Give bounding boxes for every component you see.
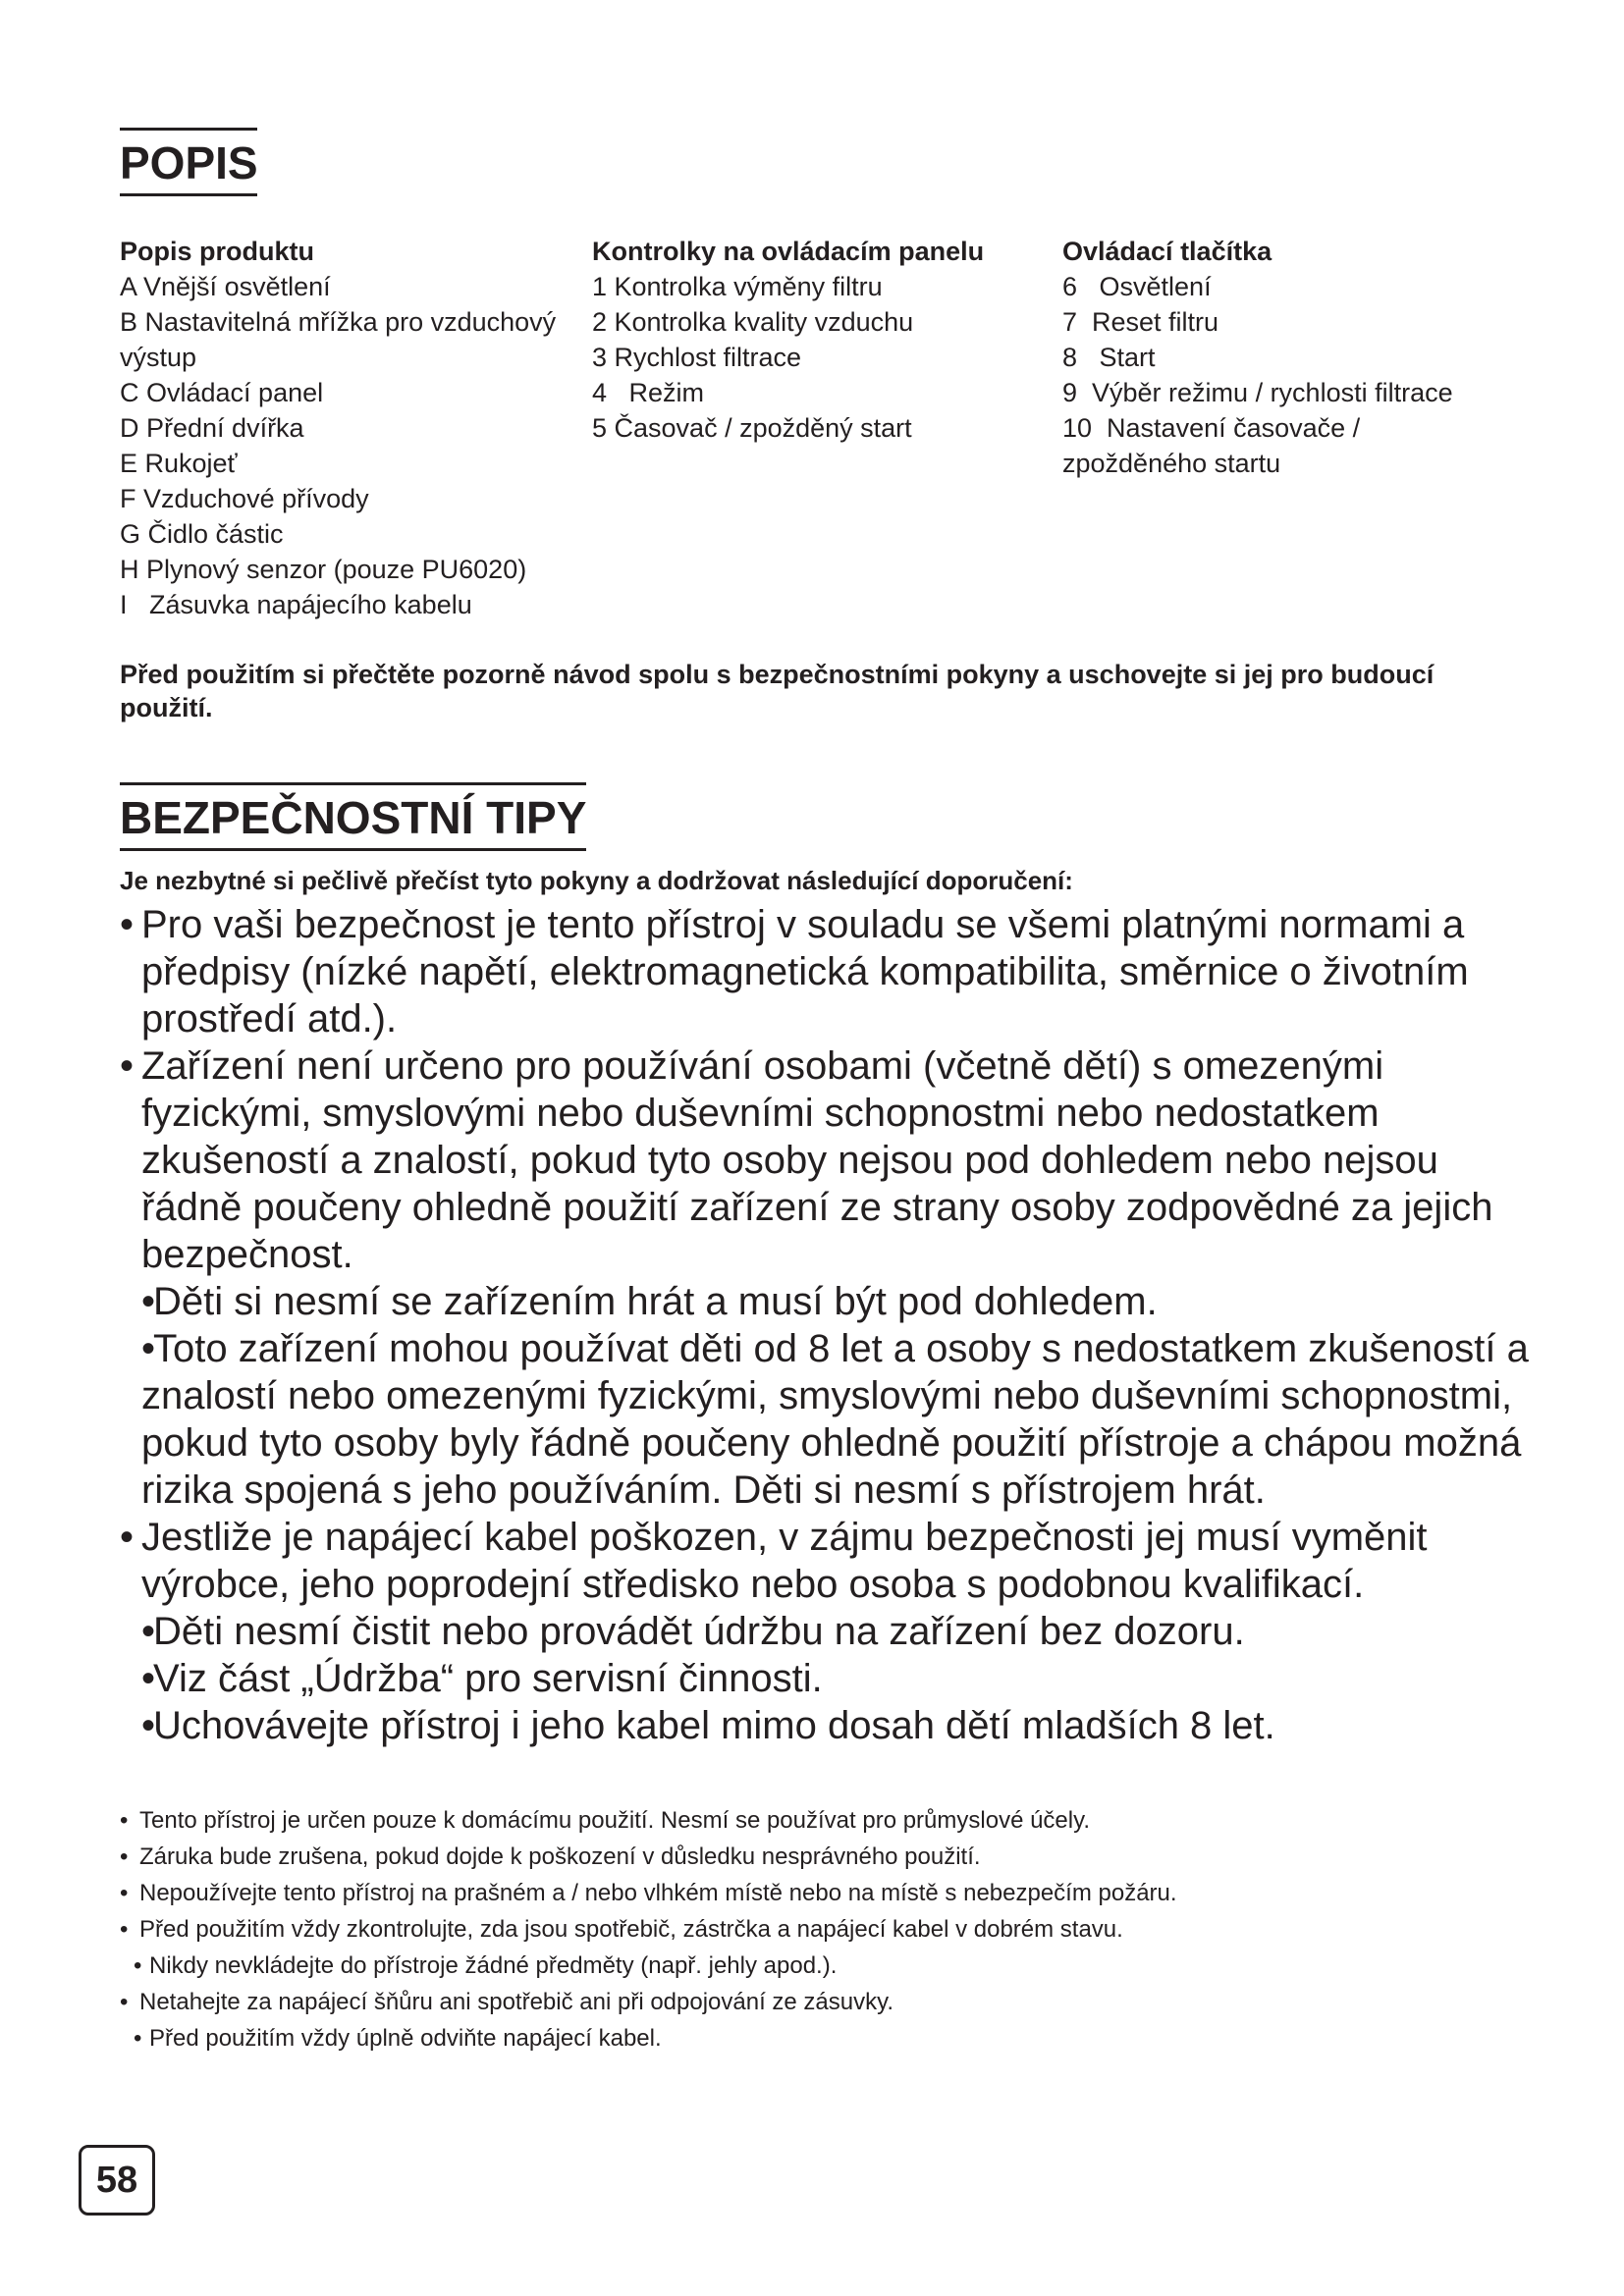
list-item: • Toto zařízení mohou používat děti od 8 let a osoby s nedostatkem zkušeností a znalostí nebo omezenými fyzickými, smyslovými nebo duševními schopnostmi, pokud tyto osoby byly řádně poučeny ohledně použití přístroje a chápou možná rizika spojená s jeho používáním. Děti si nesmí s přístrojem hrát. bbox=[141, 1327, 1529, 1512]
list-item: • Netahejte za napájecí šňůru ani spotřebič ani při odpojování ze zásuvky. bbox=[120, 1984, 1534, 2020]
bullet-icon: • bbox=[120, 1880, 129, 1906]
page-number: 58 bbox=[79, 2145, 155, 2216]
bullet-icon: • bbox=[141, 1327, 156, 1370]
list-item: • Před použitím vždy zkontrolujte, zda jsou spotřebič, zástrčka a napájecí kabel v dobrém stavu. bbox=[120, 1911, 1534, 1948]
list-item: D Přední dvířka bbox=[120, 413, 304, 443]
bullet-icon: • bbox=[120, 903, 135, 946]
list-item: 5 Časovač / zpožděný start bbox=[592, 413, 912, 443]
list-item: • Před použitím vždy úplně odviňte napájecí kabel. bbox=[120, 2020, 1534, 2056]
list-item: C Ovládací panel bbox=[120, 378, 324, 407]
indicators-list bbox=[592, 269, 1034, 446]
list-item: • Tento přístroj je určen pouze k domácímu použití. Nesmí se používat pro průmyslové účely. bbox=[120, 1802, 1534, 1839]
bullet-icon: • bbox=[134, 2025, 142, 2052]
list-item: G Čidlo částic bbox=[120, 519, 284, 549]
section-title-popis: POPIS bbox=[120, 128, 257, 196]
product-description-heading: Popis produktu bbox=[120, 237, 314, 266]
list-item: • Viz část „Údržba“ pro servisní činnosti. bbox=[141, 1657, 823, 1700]
list-item: E Rukojeť bbox=[120, 449, 238, 478]
list-item: • Záruka bude zrušena, pokud dojde k poškození v důsledku nesprávného použití. bbox=[120, 1839, 1534, 1875]
list-item: 7 Reset filtru bbox=[1062, 307, 1219, 337]
bullet-icon: • bbox=[141, 1280, 156, 1323]
bullet-icon: • bbox=[120, 1989, 129, 2015]
list-item: B Nastavitelná mřížka pro vzduchový bbox=[120, 307, 557, 337]
safety-main-list bbox=[120, 901, 1534, 1749]
list-item: • Nikdy nevkládejte do přístroje žádné předměty (např. jehly apod.). bbox=[120, 1948, 1534, 1984]
list-item: • Nepoužívejte tento přístroj na prašném a / nebo vlhkém místě nebo na místě s nebezpečím požáru. bbox=[120, 1875, 1534, 1911]
safety-lead-text: Je nezbytné si pečlivě přečíst tyto pokyny a dodržovat následující doporučení: bbox=[120, 866, 1073, 895]
list-item: výstup bbox=[120, 343, 197, 372]
bullet-icon: • bbox=[120, 1843, 129, 1870]
bullet-icon: • bbox=[120, 1807, 129, 1834]
list-item: 6 Osvětlení bbox=[1062, 272, 1212, 301]
bullet-icon: • bbox=[134, 1952, 142, 1979]
list-item: • Zařízení není určeno pro používání osobami (včetně dětí) s omezenými fyzickými, smyslovými nebo duševními schopnostmi nebo nedostatkem zkušeností a znalostí, pokud tyto osoby nejsou pod dohledem nebo nejsou řádně poučeny ohledně použití zařízení ze strany osoby zodpovědné za jejich bezpečnost. bbox=[120, 1044, 1493, 1276]
safety-small-list bbox=[120, 1802, 1534, 2056]
product-description-column bbox=[120, 234, 581, 622]
list-item: • Uchovávejte přístroj i jeho kabel mimo dosah dětí mladších 8 let. bbox=[141, 1704, 1275, 1747]
list-item: H Plynový senzor (pouze PU6020) bbox=[120, 555, 527, 584]
product-parts-list bbox=[120, 269, 581, 622]
bullet-icon: • bbox=[120, 1516, 135, 1559]
list-item: 4 Režim bbox=[592, 378, 705, 407]
control-buttons-heading: Ovládací tlačítka bbox=[1062, 237, 1272, 266]
list-item: 10 Nastavení časovače / bbox=[1062, 413, 1361, 443]
list-item: 8 Start bbox=[1062, 343, 1156, 372]
bullet-icon: • bbox=[141, 1704, 156, 1747]
section-title-safety: BEZPEČNOSTNÍ TIPY bbox=[120, 782, 586, 851]
control-panel-indicators-column bbox=[592, 234, 1034, 446]
bullet-icon: • bbox=[141, 1657, 156, 1700]
bullet-icon: • bbox=[120, 1044, 135, 1088]
read-instructions-warning: Před použitím si přečtěte pozorně návod spolu s bezpečnostními pokyny a uschovejte si jej pro budoucí použití. bbox=[120, 660, 1435, 722]
list-item: • Pro vaši bezpečnost je tento přístroj v souladu se všemi platnými normami a předpisy (nízké napětí, elektromagnetická kompatibilita, směrnice o životním prostředí atd.). bbox=[120, 903, 1469, 1041]
control-buttons-column bbox=[1062, 234, 1553, 481]
list-item: 3 Rychlost filtrace bbox=[592, 343, 802, 372]
list-item: 2 Kontrolka kvality vzduchu bbox=[592, 307, 914, 337]
indicators-heading: Kontrolky na ovládacím panelu bbox=[592, 237, 985, 266]
list-item: • Děti nesmí čistit nebo provádět údržbu na zařízení bez dozoru. bbox=[141, 1610, 1245, 1653]
bullet-icon: • bbox=[141, 1610, 156, 1653]
bullet-icon: • bbox=[120, 1916, 129, 1943]
list-item: • Děti si nesmí se zařízením hrát a musí být pod dohledem. bbox=[141, 1280, 1158, 1323]
list-item: 1 Kontrolka výměny filtru bbox=[592, 272, 883, 301]
control-buttons-list bbox=[1062, 269, 1553, 481]
list-item: I Zásuvka napájecího kabelu bbox=[120, 590, 472, 619]
list-item: F Vzduchové přívody bbox=[120, 484, 369, 513]
list-item: 9 Výběr režimu / rychlosti filtrace bbox=[1062, 378, 1453, 407]
list-item: A Vnější osvětlení bbox=[120, 272, 331, 301]
list-item: zpožděného startu bbox=[1062, 449, 1281, 478]
list-item: • Jestliže je napájecí kabel poškozen, v zájmu bezpečnosti jej musí vyměnit výrobce, jeho poprodejní středisko nebo osoba s podobnou kvalifikací. bbox=[120, 1516, 1428, 1606]
